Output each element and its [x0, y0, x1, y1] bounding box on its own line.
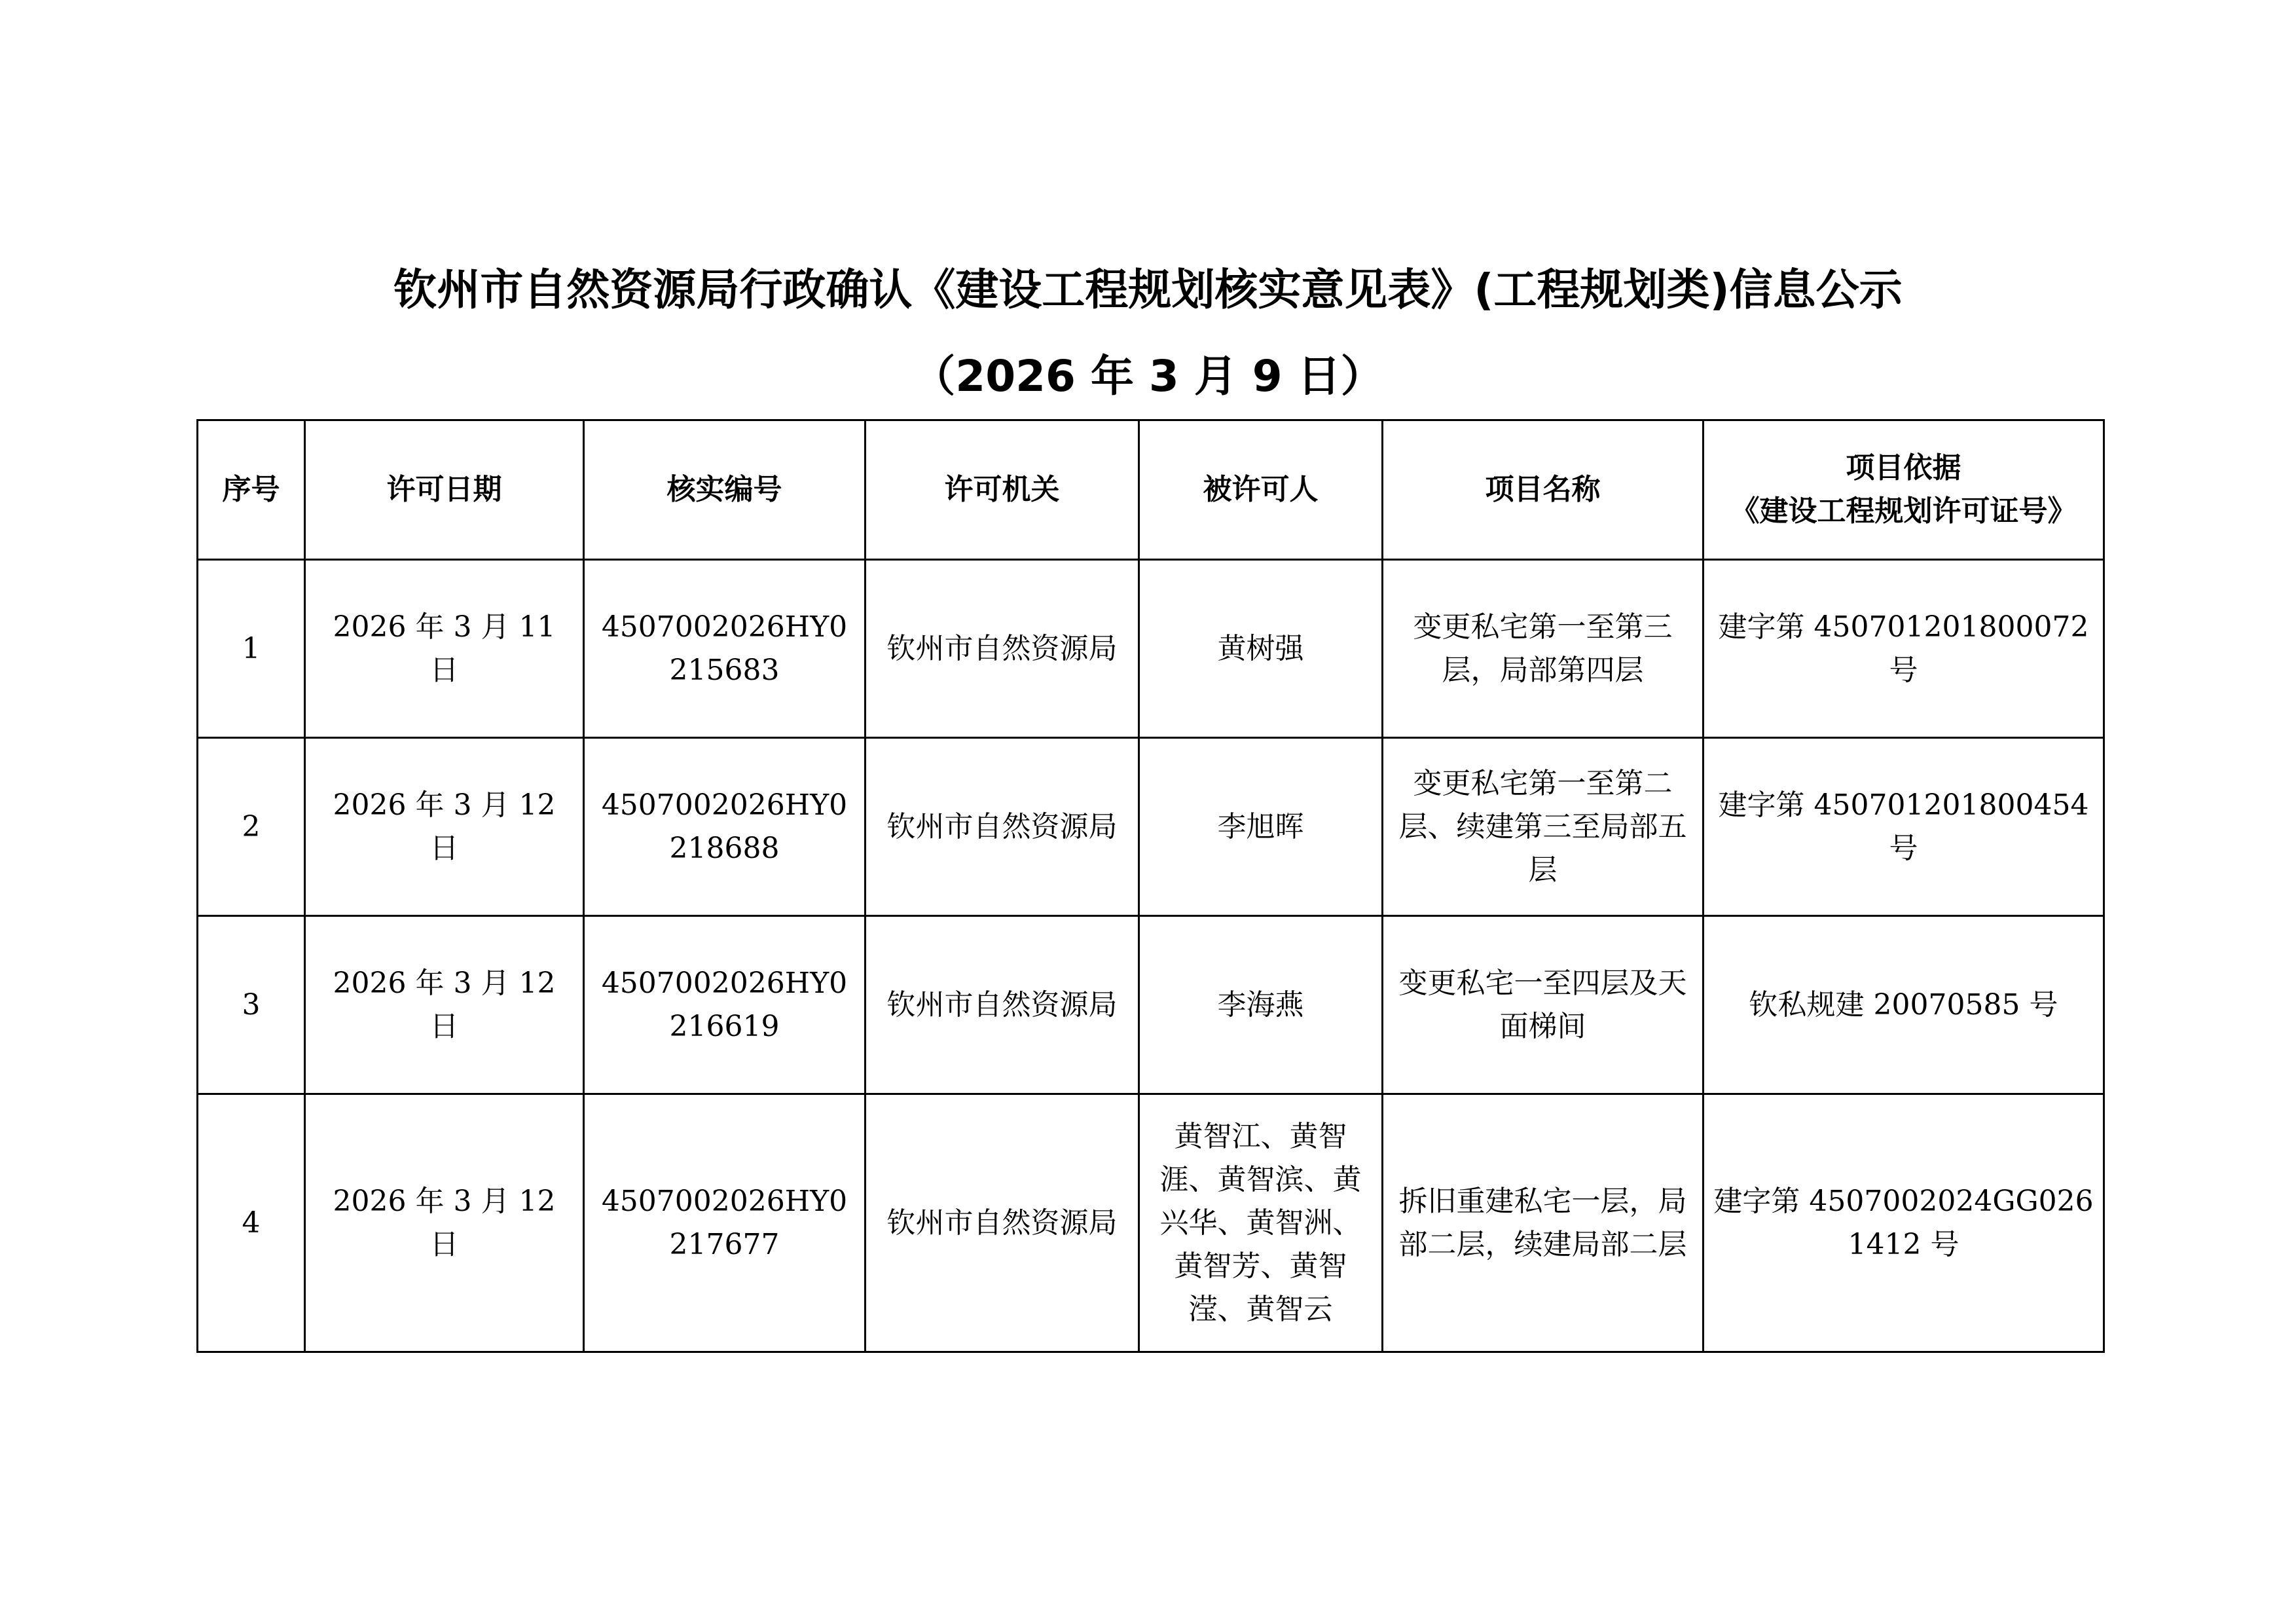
- header-project-basis-line1: 项目依据: [1846, 451, 1961, 485]
- header-serial-no: 序号: [198, 420, 305, 560]
- cell-verification-code: 4507002026HY0216619: [584, 916, 866, 1094]
- cell-verification-code: 4507002026HY0218688: [584, 738, 866, 916]
- cell-permit-authority: 钦州市自然资源局: [866, 1094, 1139, 1352]
- cell-project-name: 变更私宅第一至第二层、续建第三至局部五层: [1383, 738, 1704, 916]
- cell-permit-date: 2026 年 3 月 12 日: [305, 916, 584, 1094]
- cell-project-name: 拆旧重建私宅一层，局部二层，续建局部二层: [1383, 1094, 1704, 1352]
- cell-project-basis: 建字第 450701201800072 号: [1704, 560, 2104, 738]
- header-project-basis: [1704, 420, 2104, 560]
- notice-table: [196, 419, 2105, 1353]
- table-row: [198, 1094, 2104, 1352]
- page-title: 钦州市自然资源局行政确认《建设工程规划核实意见表》(工程规划类)信息公示: [393, 265, 1903, 315]
- cell-licensee: 黄智江、黄智涯、黄智滨、黄兴华、黄智洲、黄智芳、黄智滢、黄智云: [1139, 1094, 1383, 1352]
- cell-project-name: 变更私宅第一至第三层，局部第四层: [1383, 560, 1704, 738]
- cell-permit-authority: 钦州市自然资源局: [866, 560, 1139, 738]
- header-project-name: 项目名称: [1383, 420, 1704, 560]
- cell-permit-date: 2026 年 3 月 12 日: [305, 1094, 584, 1352]
- cell-verification-code: 4507002026HY0215683: [584, 560, 866, 738]
- cell-permit-date: 2026 年 3 月 11 日: [305, 560, 584, 738]
- cell-permit-date: 2026 年 3 月 12 日: [305, 738, 584, 916]
- cell-serial-no: 2: [198, 738, 305, 916]
- cell-licensee: 李海燕: [1139, 916, 1383, 1094]
- cell-serial-no: 3: [198, 916, 305, 1094]
- header-permit-date: 许可日期: [305, 420, 584, 560]
- cell-licensee: 李旭晖: [1139, 738, 1383, 916]
- table-row: [198, 560, 2104, 738]
- cell-project-basis: 建字第 450701201800454 号: [1704, 738, 2104, 916]
- cell-project-basis: 建字第 4507002024GG0261412 号: [1704, 1094, 2104, 1352]
- table-row: [198, 738, 2104, 916]
- cell-permit-authority: 钦州市自然资源局: [866, 916, 1139, 1094]
- header-verification-code: 核实编号: [584, 420, 866, 560]
- cell-project-name: 变更私宅一至四层及天面梯间: [1383, 916, 1704, 1094]
- cell-verification-code: 4507002026HY0217677: [584, 1094, 866, 1352]
- header-permit-authority: 许可机关: [866, 420, 1139, 560]
- cell-project-basis: 钦私规建 20070585 号: [1704, 916, 2104, 1094]
- header-project-basis-line2: 《建设工程规划许可证号》: [1730, 494, 2077, 528]
- cell-serial-no: 4: [198, 1094, 305, 1352]
- table-row: [198, 916, 2104, 1094]
- header-licensee: 被许可人: [1139, 420, 1383, 560]
- table-header-row: [198, 420, 2104, 560]
- cell-licensee: 黄树强: [1139, 560, 1383, 738]
- page-subtitle-date: （2026 年 3 月 9 日）: [912, 351, 1384, 401]
- cell-permit-authority: 钦州市自然资源局: [866, 738, 1139, 916]
- cell-serial-no: 1: [198, 560, 305, 738]
